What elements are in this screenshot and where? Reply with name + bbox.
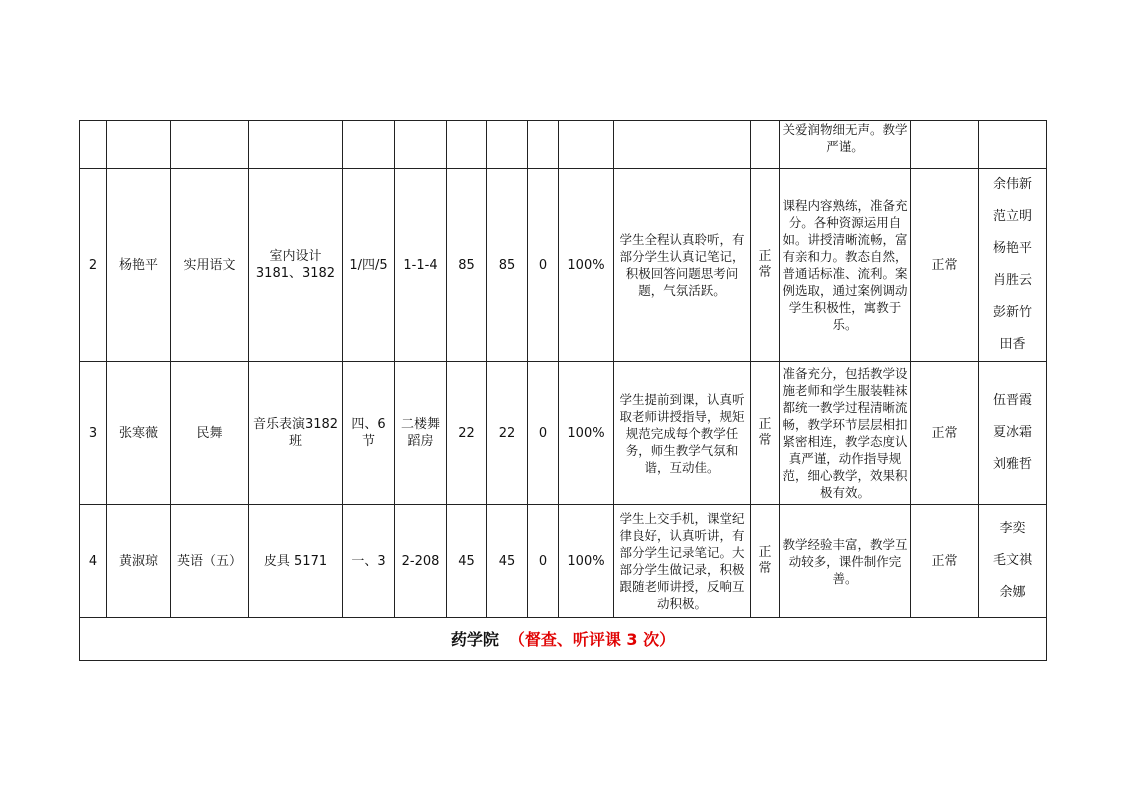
absent-count: 0	[528, 169, 559, 362]
cell	[911, 121, 979, 169]
cell	[979, 121, 1047, 169]
section-header	[80, 618, 1047, 661]
class-name: 室内设计3181、3182	[249, 169, 343, 362]
observer-name: 夏冰霜	[992, 425, 1032, 440]
present-count: 85	[487, 169, 528, 362]
teacher-eval-cell	[780, 121, 911, 169]
observer-name: 余娜	[999, 585, 1026, 600]
observer-name: 伍晋霞	[992, 393, 1032, 408]
observer-name: 李奕	[999, 521, 1026, 536]
result: 正常	[911, 169, 979, 362]
classroom: 二楼舞蹈房	[395, 362, 447, 505]
cell	[528, 121, 559, 169]
cell	[343, 121, 395, 169]
teacher-name: 张寒薇	[107, 362, 171, 505]
class-period: 1/四/5	[343, 169, 395, 362]
cell	[171, 121, 249, 169]
enrolled-count: 85	[447, 169, 487, 362]
teacher-eval-text: 教学经验丰富，教学互动较多，课件制作完善。	[782, 536, 908, 586]
table-row	[80, 505, 1047, 618]
observer-name: 毛文祺	[992, 553, 1032, 568]
class-name: 皮具 5171	[249, 505, 343, 618]
observer-name: 肖胜云	[992, 273, 1032, 288]
present-count: 45	[487, 505, 528, 618]
student-eval	[614, 505, 751, 618]
absent-count: 0	[528, 362, 559, 505]
observer-name: 田香	[999, 337, 1026, 352]
classroom: 2-208	[395, 505, 447, 618]
table-row	[80, 362, 1047, 505]
cell	[751, 121, 780, 169]
classroom: 1-1-4	[395, 169, 447, 362]
cell	[395, 121, 447, 169]
student-eval	[614, 362, 751, 505]
inspection-table	[79, 120, 1047, 661]
observer-name: 杨艳平	[992, 241, 1032, 256]
teacher-eval-text: 准备充分，包括教学设施老师和学生服装鞋袜都统一教学过程清晰流畅，教学环节层层相扣紧密相连，教学态度认真严谨，动作指导规范，细心教学，效果积极有效。	[782, 366, 908, 500]
section-note: （督查、听评课 3 次）	[508, 629, 676, 649]
result: 正常	[911, 505, 979, 618]
teacher-status-cell	[751, 362, 780, 505]
student-eval-text: 学生提前到课，认真听取老师讲授指导，规矩规范完成每个教学任务，师生教学气氛和谐，互动佳。	[619, 391, 745, 475]
teacher-status: 正常	[758, 545, 772, 576]
cell	[249, 121, 343, 169]
observer-name: 刘雅哲	[992, 457, 1032, 472]
observers-cell	[979, 505, 1047, 618]
teacher-name: 黄淑琼	[107, 505, 171, 618]
teacher-eval	[780, 362, 911, 505]
cell	[80, 121, 107, 169]
student-eval-text: 学生全程认真聆听，有部分学生认真记笔记，积极回答问题思考问题，气氛活跃。	[619, 232, 745, 298]
course-name: 实用语文	[171, 169, 249, 362]
course-name: 英语（五）	[171, 505, 249, 618]
teacher-status-cell	[751, 505, 780, 618]
teacher-name: 杨艳平	[107, 169, 171, 362]
present-count: 22	[487, 362, 528, 505]
observers-cell	[979, 169, 1047, 362]
absent-count: 0	[528, 505, 559, 618]
section-title: 药学院	[450, 629, 499, 649]
attendance-rate: 100%	[559, 169, 614, 362]
section-header-row	[80, 618, 1047, 661]
result: 正常	[911, 362, 979, 505]
teacher-status: 正常	[758, 249, 772, 280]
enrolled-count: 22	[447, 362, 487, 505]
teacher-eval	[780, 169, 911, 362]
cell	[487, 121, 528, 169]
row-number: 4	[80, 505, 107, 618]
enrolled-count: 45	[447, 505, 487, 618]
cell	[447, 121, 487, 169]
teacher-eval	[780, 505, 911, 618]
observer-name: 余伟新	[992, 177, 1032, 192]
row-number: 2	[80, 169, 107, 362]
attendance-rate: 100%	[559, 362, 614, 505]
observer-name: 范立明	[992, 209, 1032, 224]
continued-row	[80, 121, 1047, 169]
class-name: 音乐表演3182班	[249, 362, 343, 505]
row-number: 3	[80, 362, 107, 505]
teacher-status-cell	[751, 169, 780, 362]
student-eval	[614, 169, 751, 362]
teacher-eval-text: 课程内容熟练，准备充分。各种资源运用自如。讲授清晰流畅，富有亲和力。教态自然，普通话标准、流利。案例选取，通过案例调动学生积极性，寓教于乐。	[782, 198, 908, 332]
student-eval-text: 学生上交手机，课堂纪律良好，认真听讲，有部分学生记录笔记。大部分学生做记录，积极跟随老师讲授，反响互动积极。	[619, 511, 745, 611]
cell	[107, 121, 171, 169]
observers-cell	[979, 362, 1047, 505]
table-row	[80, 169, 1047, 362]
cell	[614, 121, 751, 169]
class-period: 四、6节	[343, 362, 395, 505]
teacher-eval-text: 关爱润物细无声。教学严谨。	[782, 122, 908, 154]
attendance-rate: 100%	[559, 505, 614, 618]
class-period: 一、3	[343, 505, 395, 618]
teacher-status: 正常	[758, 417, 772, 448]
observer-name: 彭新竹	[992, 305, 1032, 320]
cell	[559, 121, 614, 169]
course-name: 民舞	[171, 362, 249, 505]
